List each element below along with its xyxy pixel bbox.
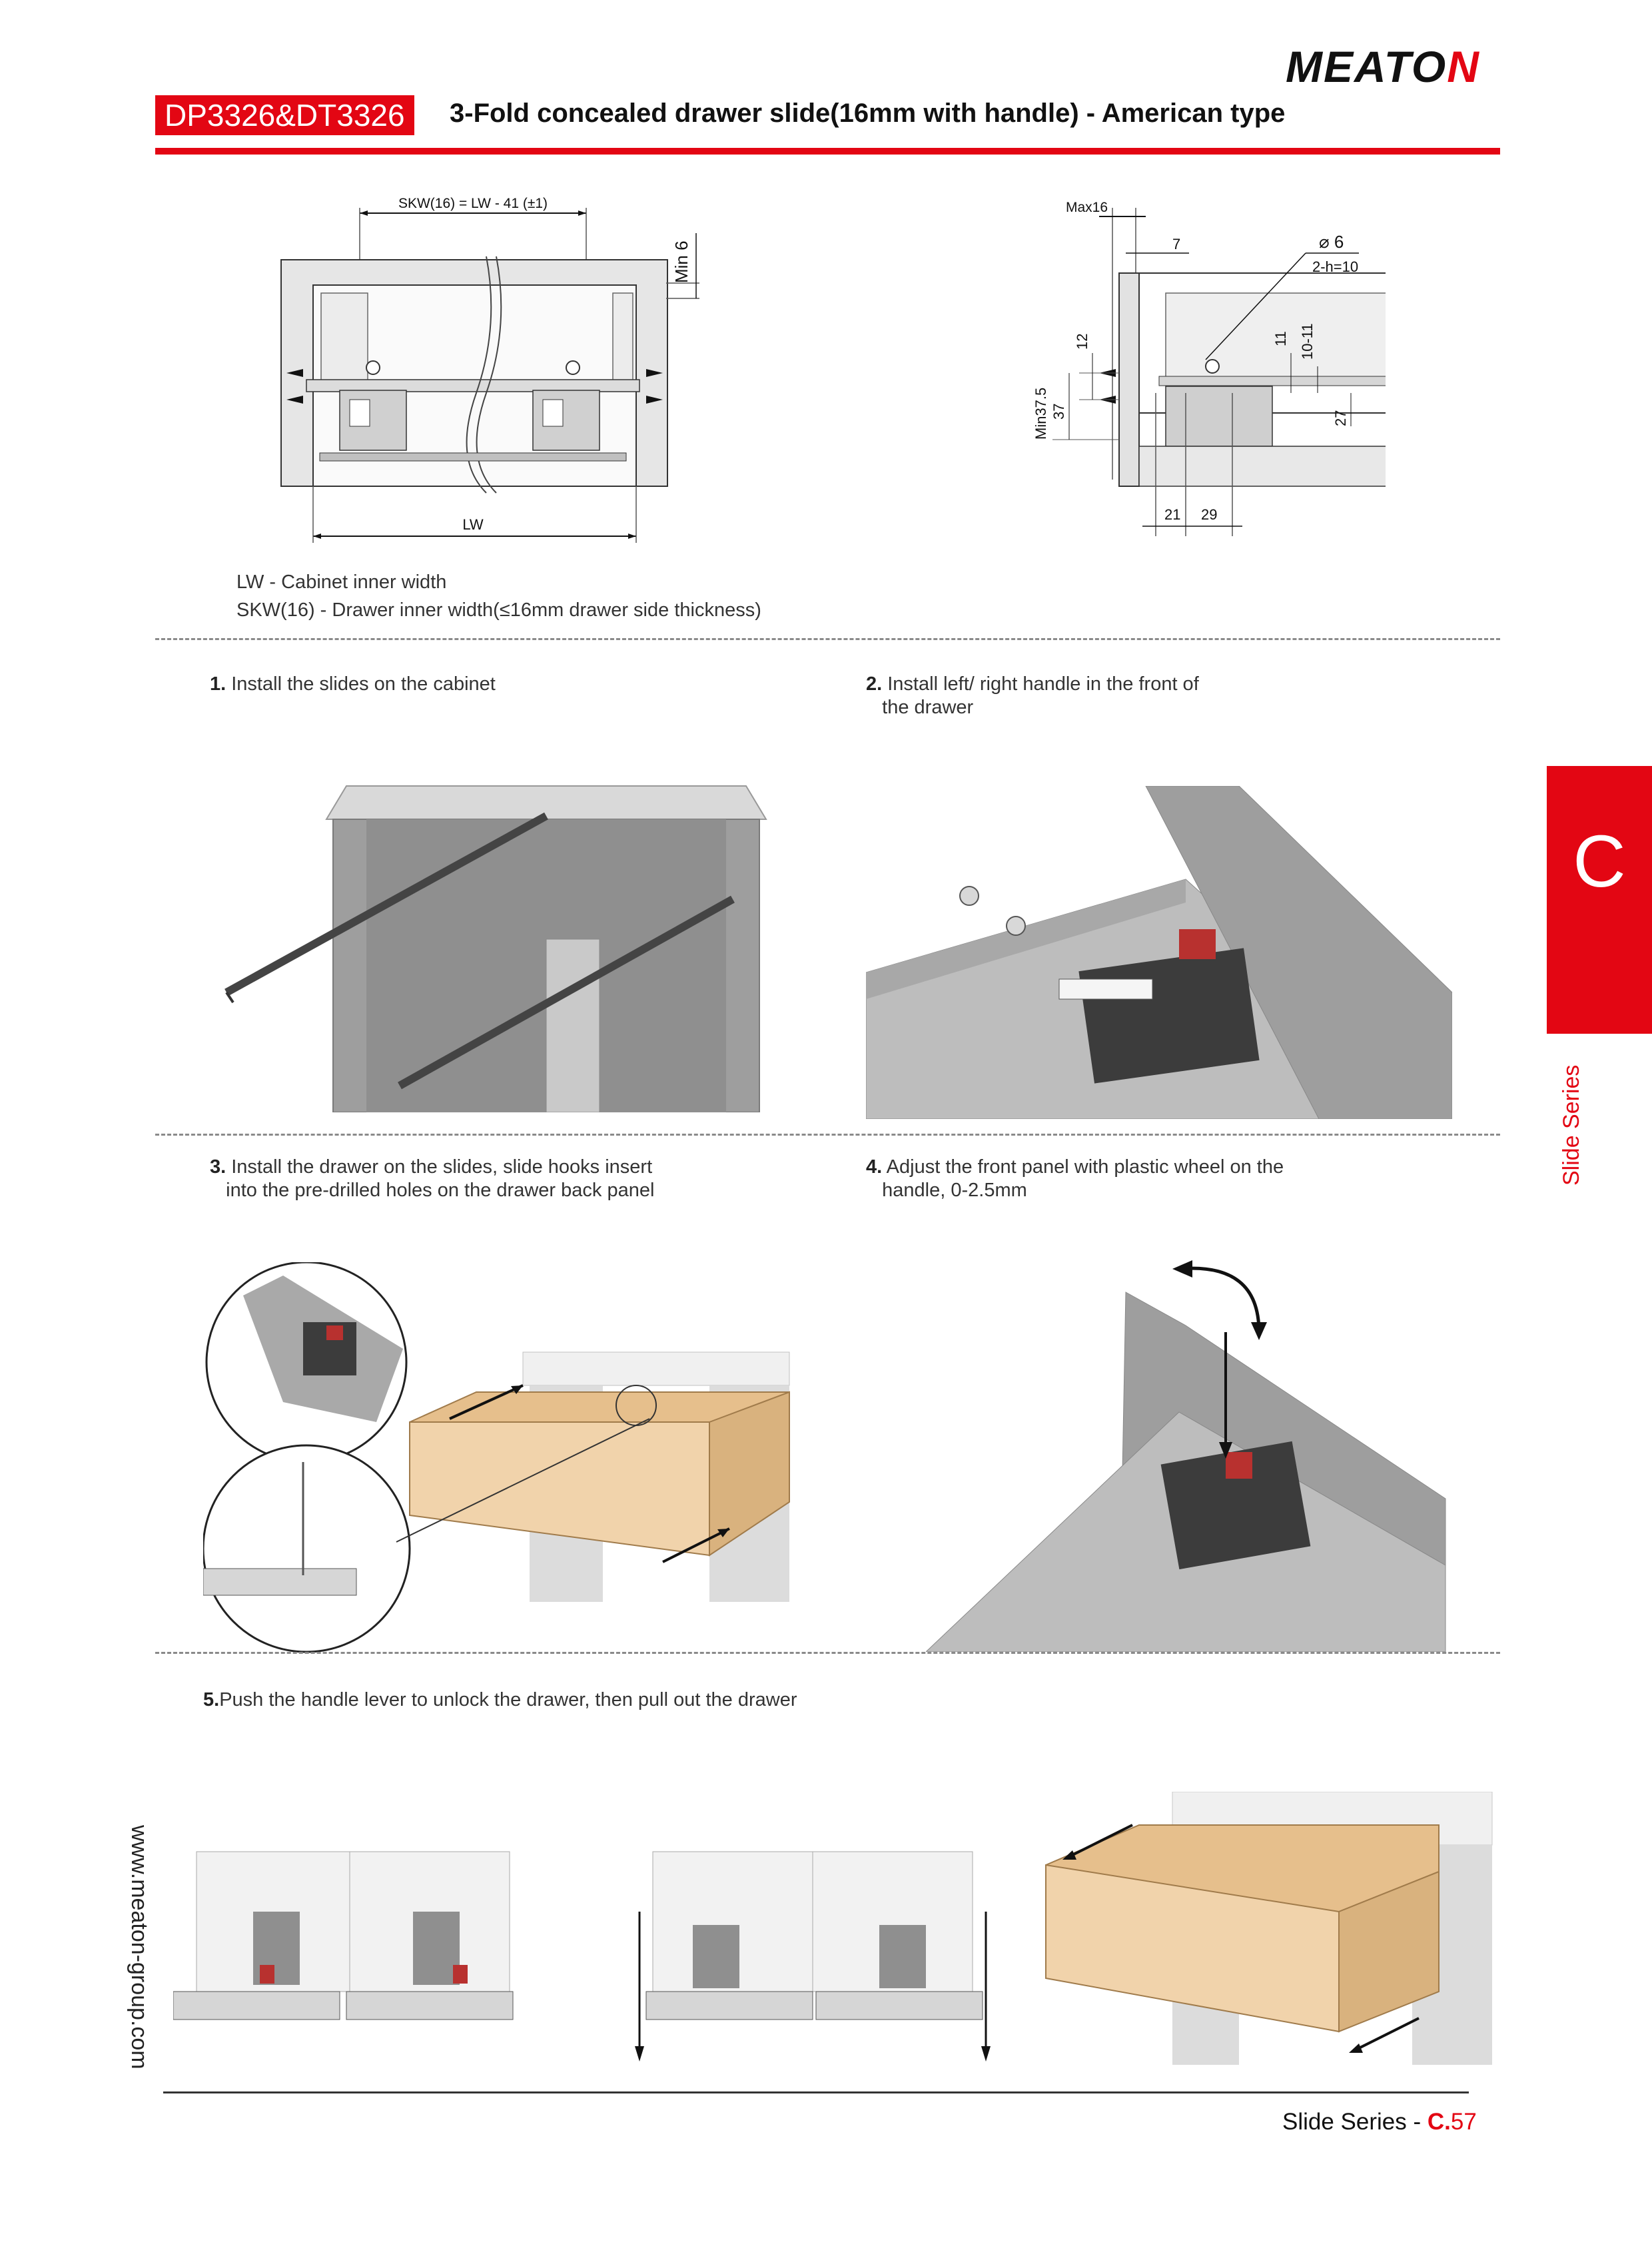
side-dimension-diagram xyxy=(1013,193,1386,553)
divider-3 xyxy=(155,1652,1500,1654)
dim-10-11-label: 10-11 xyxy=(1299,323,1316,360)
min-37-5-label: Min37.5 xyxy=(1032,387,1049,440)
divider-1 xyxy=(155,638,1500,640)
dim-21-label: 21 xyxy=(1164,506,1181,523)
meaton-logo: MEATON xyxy=(1286,42,1480,91)
step-4-illustration xyxy=(926,1252,1452,1652)
dim-11-label: 11 xyxy=(1272,331,1289,346)
legend-skw: SKW(16) - Drawer inner width(≤16mm drawer side thickness) xyxy=(236,599,761,621)
divider-2 xyxy=(155,1134,1500,1136)
legend-lw: LW - Cabinet inner width xyxy=(236,571,447,593)
step-3-illustration xyxy=(203,1262,803,1688)
website-url: www.meaton-group.com xyxy=(127,1825,152,2069)
footer-rule xyxy=(163,2091,1469,2093)
max16-label: Max16 xyxy=(1066,200,1108,215)
step-2-illustration xyxy=(866,786,1452,1119)
dim-37-label: 37 xyxy=(1050,403,1067,420)
step-4: 4. Adjust the front panel with plastic wheel on the handle, 0-2.5mm xyxy=(866,1156,1284,1201)
model-code-badge: DP3326&DT3326 xyxy=(155,95,414,135)
hole-diameter-label: ⌀ 6 xyxy=(1319,232,1344,252)
step-5: 5.Push the handle lever to unlock the drawer, then pull out the drawer xyxy=(203,1689,797,1710)
dim-27-label: 27 xyxy=(1332,410,1349,426)
step-5-illustration xyxy=(173,1792,1499,2065)
dim-7-label: 7 xyxy=(1172,236,1181,252)
step-1: 1. Install the slides on the cabinet xyxy=(210,673,496,695)
header-rule xyxy=(155,148,1500,155)
dim-29-label: 29 xyxy=(1201,506,1218,523)
dim-12-label: 12 xyxy=(1074,333,1090,350)
skw-formula-label: SKW(16) = LW - 41 (±1) xyxy=(398,196,548,211)
section-letter: C xyxy=(1573,821,1626,903)
lw-dimension-label: LW xyxy=(462,516,484,533)
footer-page: Slide Series - C.57 xyxy=(1282,2109,1477,2135)
step-2: 2. Install left/ right handle in the front of the drawer xyxy=(866,673,1199,718)
step-1-illustration xyxy=(213,773,793,1112)
page-title: 3-Fold concealed drawer slide(16mm with handle) - American type xyxy=(450,99,1286,128)
min-6-label: Min 6 xyxy=(671,240,691,283)
front-dimension-diagram xyxy=(266,193,733,546)
hole-depth-label: 2-h=10 xyxy=(1312,258,1359,275)
section-series-label: Slide Series xyxy=(1559,1064,1584,1186)
step-3: 3. Install the drawer on the slides, slide hooks insert into the pre-drilled holes on the drawer back panel xyxy=(210,1156,655,1201)
